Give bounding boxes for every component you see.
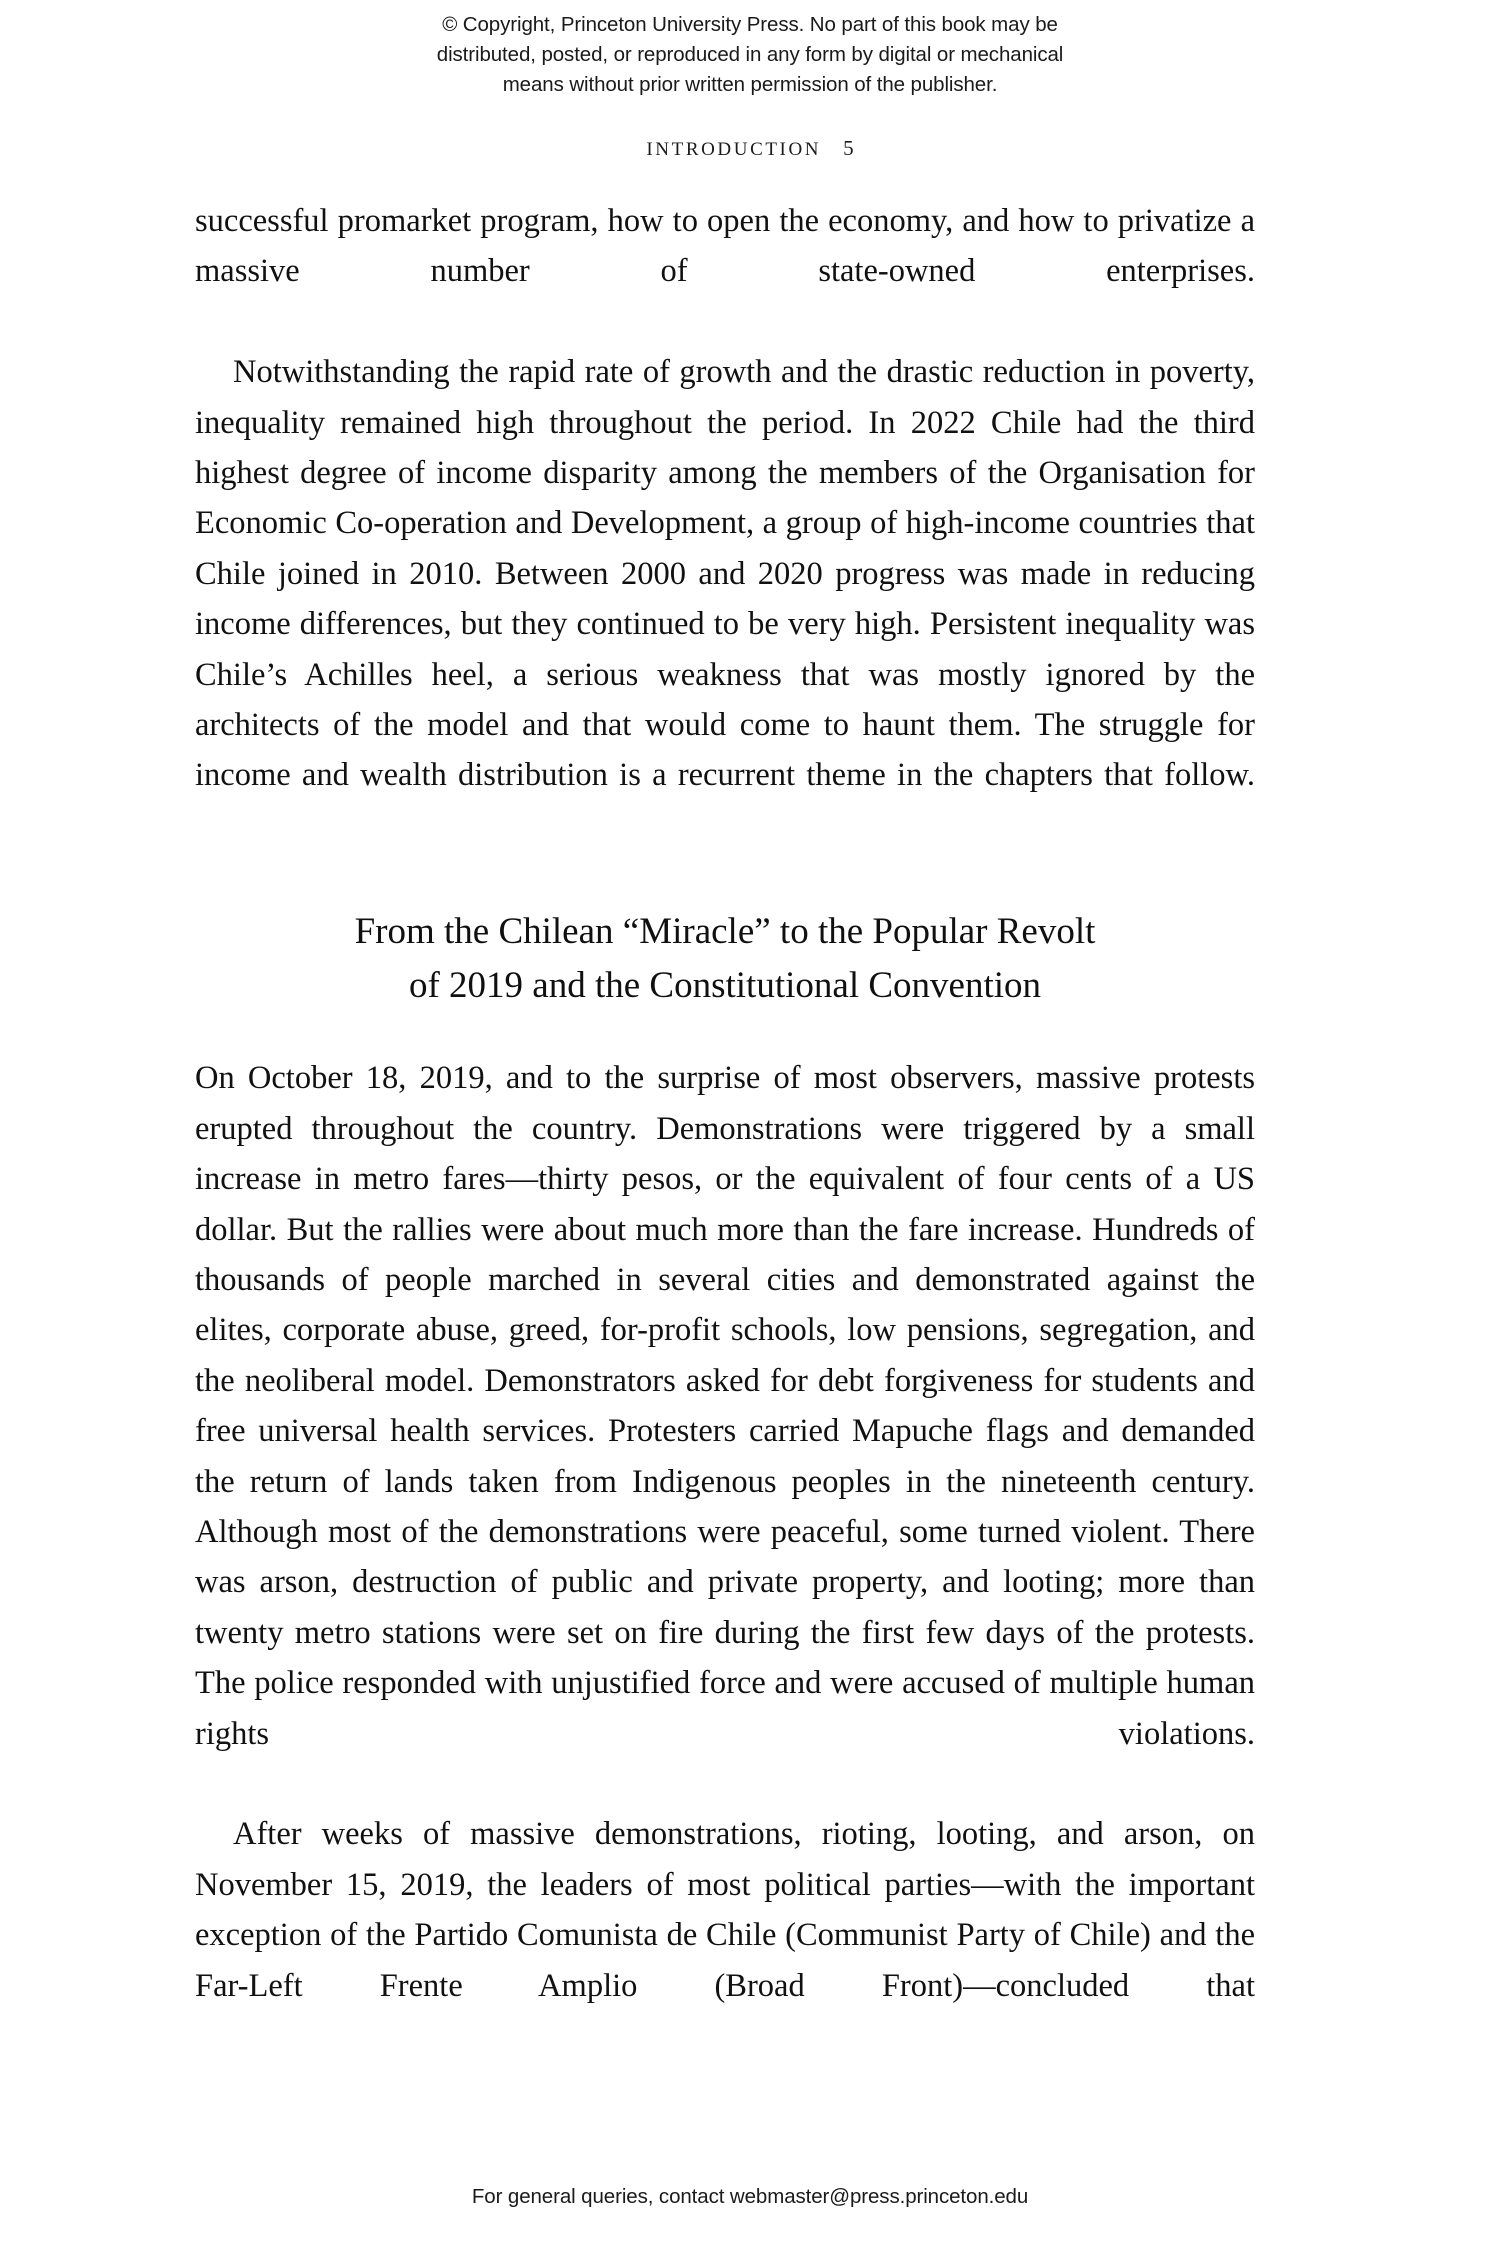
section-heading-wrapper xyxy=(195,905,1255,1013)
section-heading xyxy=(195,905,1255,1013)
running-head xyxy=(0,136,1500,161)
section-heading-line-2: of 2019 and the Constitutional Convention xyxy=(408,965,1042,1007)
running-head-chapter-label: INTRODUCTION xyxy=(646,139,822,160)
section-heading-line-1: From the Chilean “Miracle” to the Popular Revolt xyxy=(354,911,1096,953)
copyright-line-3: means without prior written permission of the publisher. xyxy=(502,73,998,96)
copyright-line-1: © Copyright, Princeton University Press. No part of this book may be xyxy=(442,13,1058,36)
copyright-line-2: distributed, posted, or reproduced in any form by digital or mechanical xyxy=(436,43,1064,66)
main-text-block xyxy=(195,196,1255,2061)
paragraph-inequality: Notwithstanding the rapid rate of growth and the drastic reduction in poverty, inequality remained high throughout the period. In 2022 Chile had the third highest degree of income disparity among the members of the Organisation for Economic Co-operation and Development, a group of high-income countries that Chile joined in 2010. Between 2000 and 2020 progress was made in reducing income differences, but they continued to be very high. Persistent inequality was Chile’s Achilles heel, a serious weakness that was mostly ignored by the architects of the model and that would come to haunt them. The struggle for income and wealth distribution is a recurrent theme in the chapters that follow. xyxy=(195,354,1255,794)
copyright-notice xyxy=(0,10,1500,100)
paragraph-october-protests: On October 18, 2019, and to the surprise of most observers, massive protests erupted throughout the country. Demonstrations were triggered by a small increase in metro fares—thirty pesos, or the equivalent of four cents of a US dollar. But the rallies were about much more than the fare increase. Hundreds of thousands of people marched in several cities and demonstrated against the elites, corporate abuse, greed, for-profit schools, low pensions, segregation, and the neoliberal model. Demonstrators asked for debt forgiveness for students and free universal health services. Protesters carried Mapuche flags and demanded the return of lands taken from Indigenous peoples in the nineteenth century. Although most of the demonstrations were peaceful, some turned violent. There was arson, destruction of public and private property, and looting; more than twenty metro stations were set on fire during the first few days of the protests. The police responded with unjustified force and were accused of multiple human rights violations. xyxy=(195,1060,1255,1752)
footer-queries-note: For general queries, contact webmaster@press.princeton.edu xyxy=(471,2185,1029,2208)
paragraph-november-accord: After weeks of massive demonstrations, rioting, looting, and arson, on November 15, 2019, the leaders of most political parties—with the important exception of the Partido Comunista de Chile (Communist Party of Chile) and the Far-Left Frente Amplio (Broad Front)—concluded that xyxy=(195,1816,1255,2004)
paragraph-continuation: successful promarket program, how to open the economy, and how to privatize a massive number of state-owned enterprises. xyxy=(195,203,1255,290)
page-number: 5 xyxy=(843,136,854,160)
